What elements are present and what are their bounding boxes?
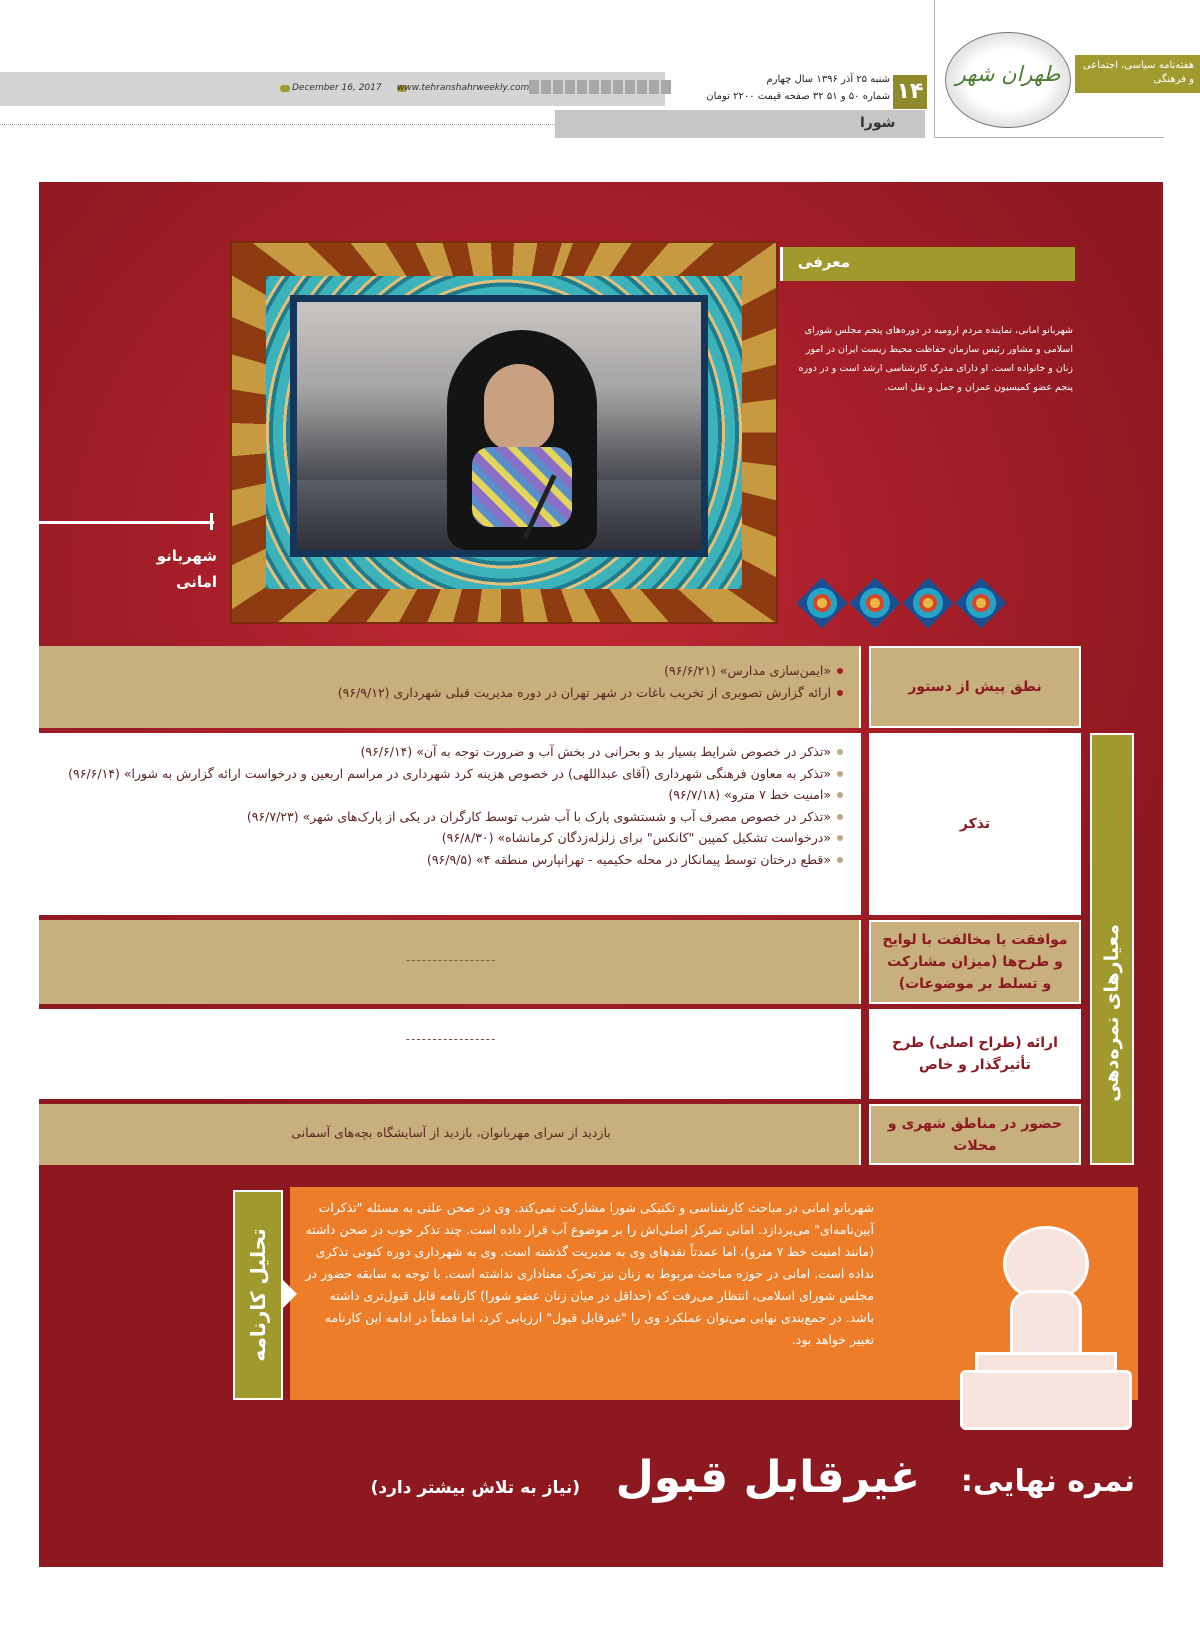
bullet-dot-icon — [280, 85, 290, 92]
person-name-line2: امانی — [176, 573, 217, 591]
list-item: ارائه گزارش تصویری از تخریب باغات در شهر تهران در دوره مدیریت قبلی شهرداری (۹۶/۹/۱۲) — [59, 682, 843, 704]
criteria-label-proposal: ارائه (طراح اصلی) طرح تأثیرگذار و خاص — [869, 1009, 1081, 1099]
publication-tag: هفته‌نامه سیاسی، اجتماعی و فرهنگی — [1075, 55, 1200, 93]
criteria-label-bills: موافقت یا مخالفت با لوایح و طرح‌ها (میزان مشارکت و تسلط بر موضوعات) — [869, 920, 1081, 1004]
issue-info-line1: شنبه ۲۵ آذر ۱۳۹۶ سال چهارم — [766, 74, 890, 85]
criteria-side-label — [1101, 924, 1123, 978]
final-score-note: (نیاز به تلاش بیشتر دارد) — [370, 1478, 580, 1498]
name-pointer-line — [39, 521, 214, 524]
criteria-content-presence: بازدید از سرای مهربانوان، بازدید از آسایشگاه بچه‌های آسمانی — [39, 1104, 861, 1165]
criteria-content-speech — [39, 646, 861, 728]
diamond-ornaments — [800, 585, 1003, 621]
website-link[interactable]: www.tehranshahrweekly.com — [397, 83, 530, 93]
empty-placeholder: ----------------- — [405, 1032, 497, 1046]
empty-placeholder: ----------------- — [405, 953, 497, 967]
diamond-ornament-icon — [797, 578, 848, 629]
list-item: «تذکر در خصوص مصرف آب و شستشوی پارک با آب شرب توسط کارگران در یکی از پارک‌های شهر» (۹۶/۷/۲۳) — [59, 806, 843, 828]
criteria-content-warning — [39, 733, 861, 915]
diamond-ornament-icon — [956, 578, 1007, 629]
portrait-photo — [297, 302, 701, 550]
header-dotted-line — [0, 124, 555, 125]
final-score-label: نمره نهایی: — [960, 1464, 1135, 1499]
header-divider — [934, 0, 935, 138]
analysis-label: تحلیل کارنامه — [246, 1228, 270, 1362]
issue-info-line2: شماره ۵۰ و ۵۱ ۳۲ صفحه قیمت ۲۲۰۰ تومان — [706, 91, 890, 102]
logo-text: طهران شهر — [955, 62, 1061, 86]
criteria-content-proposal — [39, 1009, 861, 1099]
analysis-body: شهربانو امانی در مباحث کارشناسی و تکنیکی شورا مشارکت نمی‌کند. وی در صحن علنی به مسئله "تذکرات آیین‌نامه‌ای" می‌پردازد. امانی تمرکز اصلی‌اش را بر موضوع آب قرار داده است. چند تذکر خوب در صحن داشته (مانند امنیت خط ۷ مترو)، اما عمدتاً نقدهای وی به مدیریت گذشته است. وی به شهرداری دوره کنونی تذکری نداده است. امانی در حوزه مباحث مربوط به زنان نیز تحرک معناداری نداشته است. با توجه به سابقه حضور در مجلس شورای اسلامی، انتظار می‌رفت که (حداقل در میان زنان عضو شورا) کارنامه قابل قبول‌تری داشته باشد. در جمع‌بندی نهایی می‌توان عملکرد وی را "غیرقابل قبول" ارزیابی کرد، اما قطعاً در ادامه این کارنامه تغییر خواهد بود. — [305, 1200, 874, 1347]
page-number: ۱۴ — [893, 75, 927, 109]
person-name-line1: شهربانو — [156, 547, 217, 565]
intro-body: شهربانو امانی، نماینده مردم ارومیه در دوره‌های پنجم مجلس شورای اسلامی و مشاور رئیس سازمان حفاظت محیط زیست ایران در امور زنان و خانواده است. او دارای مدرک کارشناسی ارشد است و در دوره پنجم عضو کمیسیون عمران و حمل و نقل است. — [798, 325, 1073, 393]
section-name: شورا — [860, 115, 896, 131]
list-item: «تذکر به معاون فرهنگی شهرداری (آقای عبداللهی) در خصوص هزینه کرد شهرداری در مراسم اربعین و درخواست ارائه گزارش به شورا» (۹۶/۶/۱۴) — [59, 763, 843, 785]
person-name — [120, 543, 217, 595]
date-english: December 16, 2017 — [292, 83, 382, 93]
list-item: «امنیت خط ۷ مترو» (۹۶/۷/۱۸) — [59, 784, 843, 806]
list-item: «قطع درختان توسط پیمانکار در محله حکیمیه - تهرانپارس منطقه ۴» (۹۶/۹/۵) — [59, 849, 843, 871]
stamp-icon-neck — [1010, 1290, 1082, 1356]
list-item: «ایمن‌سازی مدارس» (۹۶/۶/۲۱) — [59, 660, 843, 682]
list-item: «تذکر در خصوص شرایط بسیار بد و بحرانی در بخش آب و ضرورت توجه به آن» (۹۶/۶/۱۴) — [59, 741, 843, 763]
final-score-grade: غیرقابل قبول — [615, 1452, 920, 1503]
arrow-right-icon — [283, 1280, 297, 1308]
diamond-ornament-icon — [850, 578, 901, 629]
stamp-icon-base — [960, 1370, 1132, 1430]
criteria-label-speech: نطق پیش از دستور — [869, 646, 1081, 728]
criteria-label-presence: حضور در مناطق شهری و محلات — [869, 1104, 1081, 1165]
intro-heading: معرفی — [797, 253, 850, 271]
decorative-squares — [529, 80, 671, 94]
name-pointer-tick — [210, 513, 213, 530]
header-divider-bottom — [934, 137, 1164, 138]
criteria-content-bills — [39, 920, 861, 1004]
diamond-ornament-icon — [903, 578, 954, 629]
list-item: «درخواست تشکیل کمپین "کانکس" برای زلزله‌زدگان کرمانشاه» (۹۶/۸/۳۰) — [59, 827, 843, 849]
criteria-label-warning: تذکر — [869, 733, 1081, 915]
portrait-frame — [290, 295, 708, 557]
